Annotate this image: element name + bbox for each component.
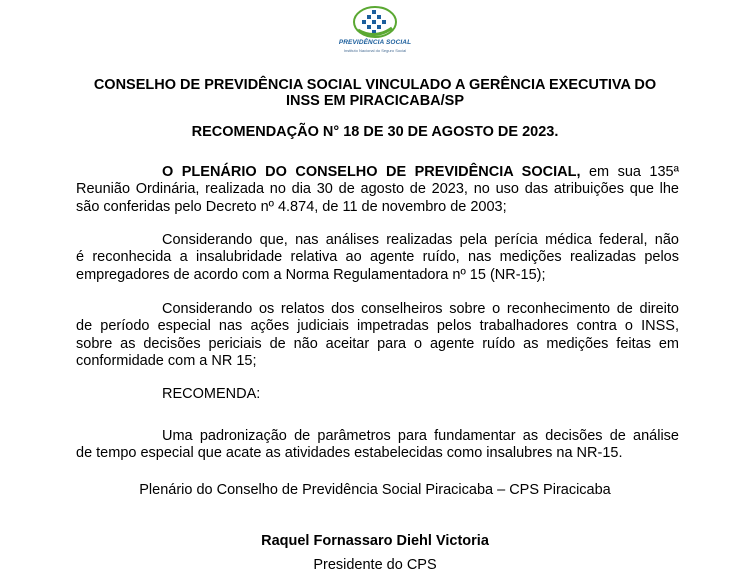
paragraph-considerando-1 (76, 232, 679, 284)
recomenda-heading: RECOMENDA: (162, 386, 261, 402)
paragraph-line: é reconhecida a insalubridade relativa ao agente ruído, nas medições realizadas pelos (76, 249, 679, 266)
plenario-bold-lead: O PLENÁRIO DO CONSELHO DE PREVIDÊNCIA SOCIAL, (162, 164, 581, 180)
paragraph-line (76, 164, 679, 181)
signatory-name: Raquel Fornassaro Diehl Victoria (261, 533, 489, 549)
paragraph-line: são conferidas pelo Decreto nº 4.874, de 11 de novembro de 2003; (76, 198, 507, 215)
paragraph-line: de tempo especial que acate as atividades estabelecidas como insalubres na NR-15. (76, 445, 623, 462)
previdencia-social-logo-icon (352, 6, 398, 40)
paragraph-line: Considerando que, nas análises realizadas pela perícia médica federal, não (162, 232, 679, 248)
paragraph-line: empregadores de acordo com a Norma Regulamentadora nº 15 (NR-15); (76, 266, 546, 283)
document-title-line2: INSS EM PIRACICABA/SP (285, 93, 465, 109)
document-title-line1: CONSELHO DE PREVIDÊNCIA SOCIAL VINCULADO A GERÊNCIA EXECUTIVA DO (93, 77, 657, 93)
closing-line: Plenário do Conselho de Previdência Social Piracicaba – CPS Piracicaba (139, 482, 611, 498)
previdencia-social-logo (330, 6, 420, 56)
signatory-role: Presidente do CPS (313, 557, 437, 573)
paragraph-considerando-2 (76, 301, 679, 370)
paragraph-recommendation (76, 428, 679, 463)
logo-name: PREVIDÊNCIA SOCIAL (338, 39, 412, 46)
paragraph-line: conformidade com a NR 15; (76, 352, 257, 369)
paragraph-line: de período especial nas ações judiciais impetradas pelos trabalhadores contra o INSS, (76, 318, 679, 335)
paragraph-line: Reunião Ordinária, realizada no dia 30 de agosto de 2023, no uso das atribuições que lhe (76, 181, 679, 198)
paragraph-line: Considerando os relatos dos conselheiros sobre o reconhecimento de direito (162, 301, 679, 317)
plenario-line1-rest: em sua 135ª (580, 164, 679, 180)
recommendation-heading: RECOMENDAÇÃO N° 18 DE 30 DE AGOSTO DE 2023. (191, 124, 559, 140)
paragraph-line: Uma padronização de parâmetros para fundamentar as decisões de análise (162, 428, 679, 444)
paragraph-plenario (76, 164, 679, 216)
paragraph-line: sobre as decisões periciais de não aceitar para o agente ruído as medições feitas em (76, 335, 679, 352)
logo-subtitle: Instituto Nacional do Seguro Social (343, 48, 407, 53)
